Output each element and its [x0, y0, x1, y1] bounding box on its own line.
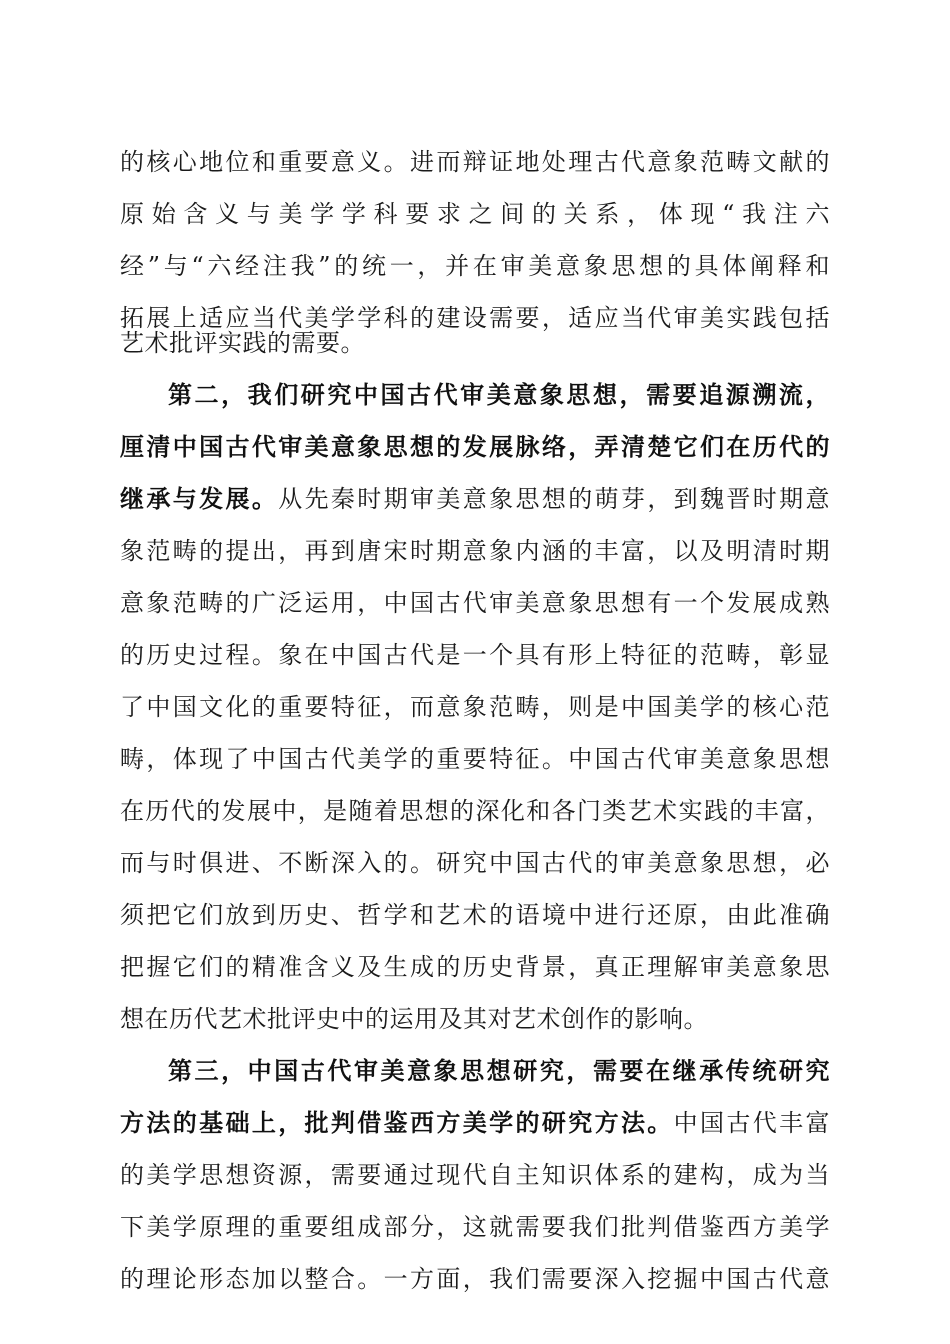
paragraph-3-line-2: [120, 1097, 830, 1149]
paragraph-1-line-2: 原始含义与美学学科要求之间的关系，体现“我注六: [120, 200, 830, 228]
paragraph-2-line-8: 畴，体现了中国古代美学的重要特征。中国古代审美意象思想: [120, 745, 830, 773]
paragraph-1-line-5: 艺术批评实践的需要。: [120, 329, 365, 357]
paragraph-3-heading-end: 方法的基础上，批判借鉴西方美学的研究方法。: [120, 1108, 674, 1137]
paragraph-1-line-1: 的核心地位和重要意义。进而辩证地处理古代意象范畴文献的: [120, 148, 830, 176]
paragraph-3-heading-line-1: 第三，中国古代审美意象思想研究，需要在继承传统研究: [168, 1056, 830, 1085]
paragraph-2-heading-line-2: 厘清中国古代审美意象思想的发展脉络，弄清楚它们在历代的: [120, 432, 830, 461]
paragraph-1-line-4: 拓展上适应当代美学学科的建设需要，适应当代审美实践包括: [120, 304, 830, 332]
paragraph-2-line-5: 意象范畴的广泛运用，中国古代审美意象思想有一个发展成熟: [120, 589, 830, 617]
paragraph-2-line-13: 想在历代艺术批评史中的运用及其对艺术创作的影响。: [120, 1005, 708, 1033]
paragraph-3-line-2-text: 中国古代丰富: [673, 1109, 830, 1137]
paragraph-2-heading-end: 继承与发展。: [120, 484, 279, 513]
paragraph-2-line-10: 而与时俱进、不断深入的。研究中国古代的审美意象思想，必: [120, 849, 830, 877]
paragraph-2-line-3-text: 从先秦时期审美意象思想的萌芽，到魏晋时期意: [278, 485, 831, 513]
paragraph-2-line-7: 了中国文化的重要特征，而意象范畴，则是中国美学的核心范: [120, 693, 830, 721]
paragraph-2-line-11: 须把它们放到历史、哲学和艺术的语境中进行还原，由此准确: [120, 901, 830, 929]
paragraph-2-line-12: 把握它们的精准含义及生成的历史背景，真正理解审美意象思: [120, 953, 830, 981]
paragraph-3-line-3: 的美学思想资源，需要通过现代自主知识体系的建构，成为当: [120, 1161, 830, 1189]
paragraph-2-line-3: [120, 473, 830, 525]
paragraph-2-line-6: 的历史过程。象在中国古代是一个具有形上特征的范畴，彰显: [120, 641, 830, 669]
paragraph-3-line-5: 的理论形态加以整合。一方面，我们需要深入挖掘中国古代意: [120, 1265, 830, 1293]
paragraph-2-line-4: 象范畴的提出，再到唐宋时期意象内涵的丰富，以及明清时期: [120, 537, 830, 565]
paragraph-3-line-4: 下美学原理的重要组成部分，这就需要我们批判借鉴西方美学: [120, 1213, 830, 1241]
paragraph-2-heading-line-1: 第二，我们研究中国古代审美意象思想，需要追源溯流，: [168, 380, 830, 409]
paragraph-1-line-3: 经”与“六经注我”的统一，并在审美意象思想的具体阐释和: [120, 252, 830, 280]
paragraph-2-line-9: 在历代的发展中，是随着思想的深化和各门类艺术实践的丰富，: [120, 797, 830, 825]
